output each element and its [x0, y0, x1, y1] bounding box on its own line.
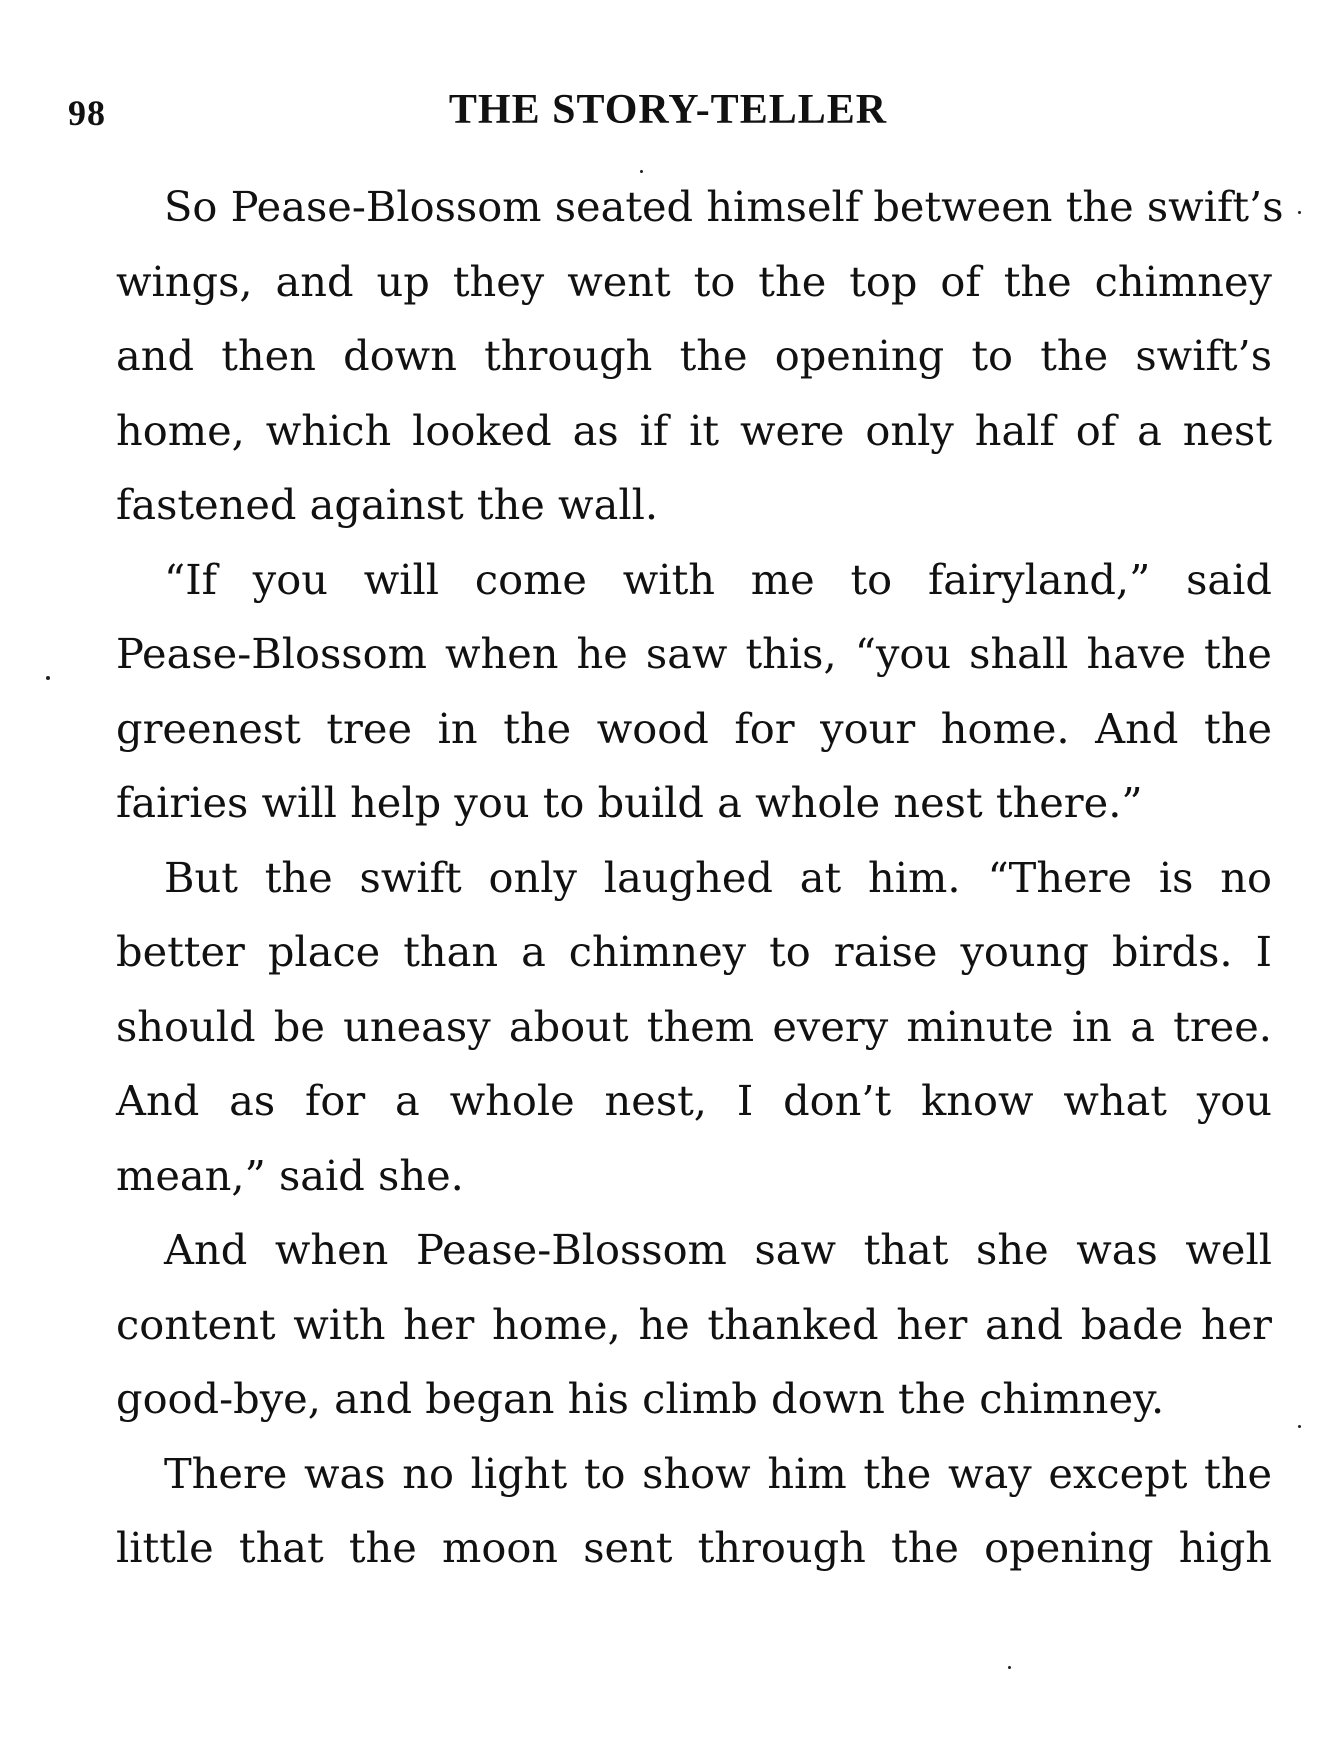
scan-speck: [46, 676, 50, 680]
text-line: greenest tree in the wood for your home. And the: [116, 703, 1272, 753]
paragraph-1: [68, 170, 1284, 543]
running-title: THE STORY-TELLER: [448, 87, 888, 133]
text-line: wings, and up they went to the top of the chimney: [116, 256, 1272, 306]
paragraph-4: [68, 1213, 1272, 1437]
text-line: home, which looked as if it were only half of a nest: [116, 405, 1272, 455]
page-number: 98: [68, 93, 106, 133]
text-line: little that the moon sent through the opening high: [116, 1523, 1272, 1572]
text-line: fairies will help you to build a whole nest there.”: [116, 778, 1143, 827]
scan-speck: [1298, 211, 1301, 214]
text-line: Pease-Blossom when he saw this, “you shall have the: [116, 629, 1272, 678]
text-line: And as for a whole nest, I don’t know what you: [116, 1076, 1272, 1125]
paragraph-5: [68, 1437, 1272, 1586]
body-text: [68, 170, 1284, 1586]
text-line: So Pease-Blossom seated himself between the swift’s: [164, 182, 1284, 231]
text-line: should be uneasy about them every minute in a tree.: [116, 1001, 1272, 1051]
text-line: content with her home, he thanked her and bade her: [116, 1299, 1272, 1349]
text-line: And when Pease-Blossom saw that she was well: [164, 1225, 1272, 1274]
text-line: But the swift only laughed at him. “There is no: [164, 852, 1272, 902]
page-header: [68, 86, 1268, 146]
paragraph-3: [68, 841, 1272, 1214]
text-line: mean,” said she.: [116, 1150, 464, 1200]
text-line: fastened against the wall.: [116, 480, 659, 529]
text-line: good-bye, and began his climb down the chimney.: [116, 1374, 1165, 1423]
scan-speck: [1298, 1425, 1301, 1428]
text-line: and then down through the opening to the swift’s: [116, 331, 1272, 380]
text-line: There was no light to show him the way except the: [164, 1448, 1272, 1498]
text-line: “If you will come with me to fairyland,” said: [164, 554, 1272, 604]
paragraph-2: [68, 543, 1272, 841]
text-line: better place than a chimney to raise young birds. I: [116, 927, 1272, 976]
scan-speck: [640, 170, 643, 173]
scan-speck: [1008, 1666, 1011, 1669]
